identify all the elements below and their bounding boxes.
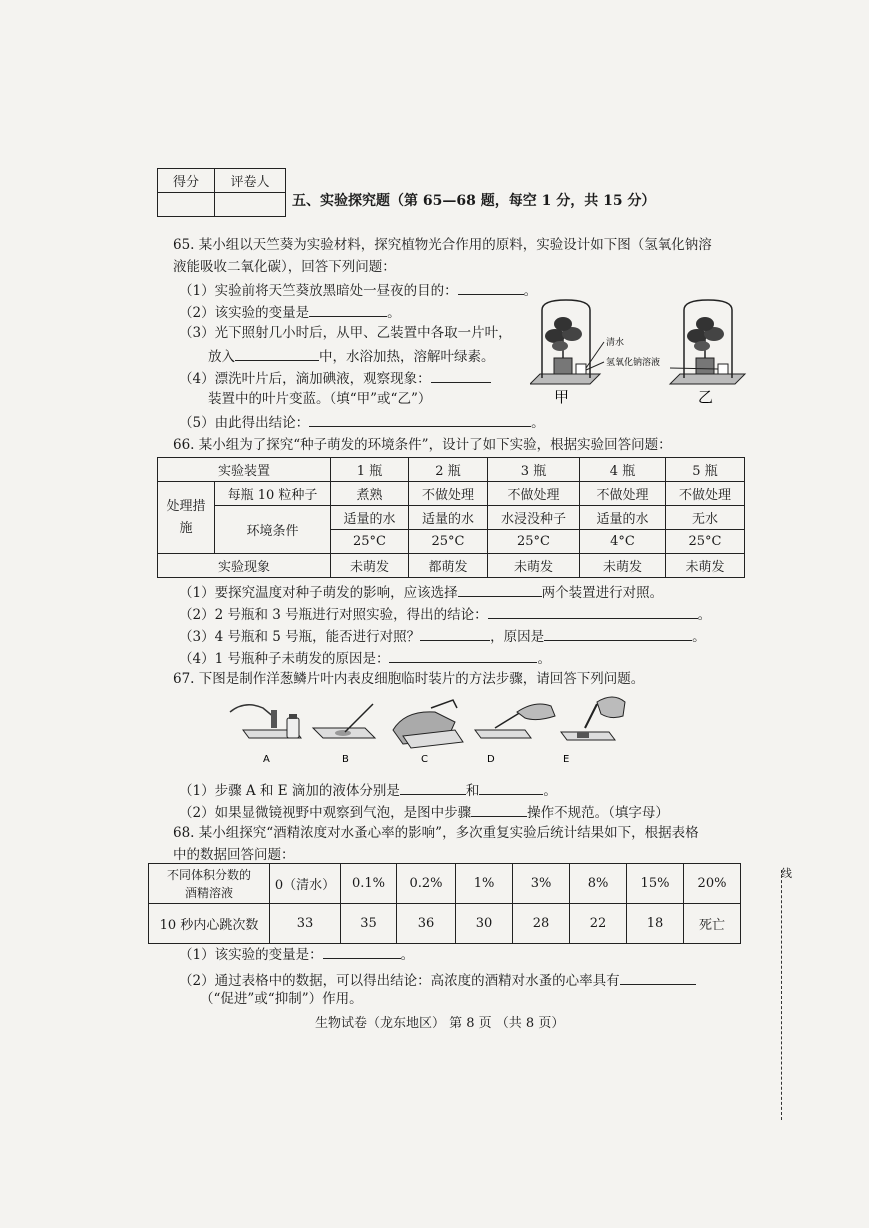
grader-header: 评卷人 — [215, 169, 286, 193]
q68-part-1 — [179, 944, 414, 964]
q65-p5-text: （5）由此得出结论： — [179, 415, 310, 431]
q68-beats: 36 — [397, 904, 456, 944]
q66-blank-2[interactable] — [488, 604, 698, 619]
period: 。 — [537, 651, 551, 667]
q67-blank-2[interactable] — [479, 780, 543, 795]
q65-stem-1: 65. 某小组以天竺葵为实验材料，探究植物光合作用的原料，实验设计如下图（氢氧化钠溶 — [173, 237, 712, 253]
q66-cell: 不做处理 — [488, 482, 580, 506]
jar-jia-illustration — [530, 300, 604, 384]
q65-part-3a: （3）光下照射几小时后，从甲、乙装置中各取一片叶， — [179, 325, 512, 341]
q66-cell: 适量的水 — [580, 506, 666, 530]
period: 。 — [543, 783, 557, 799]
q65-part-1 — [179, 280, 537, 300]
q68-h-beats: 10 秒内心跳次数 — [149, 904, 270, 944]
binding-mark: 线 — [781, 867, 792, 880]
q66-cell: 不做处理 — [409, 482, 488, 506]
step-label: B — [342, 754, 349, 765]
period: 。 — [523, 283, 538, 299]
period: 。 — [531, 415, 545, 431]
q66-p1-post: 两个装置进行对照。 — [541, 585, 664, 601]
q66-h-env: 环境条件 — [215, 506, 331, 554]
q66-bottle: 4 瓶 — [580, 458, 666, 482]
slide-steps-figure — [225, 690, 635, 770]
q66-cell: 未萌发 — [331, 554, 409, 578]
q66-part-2 — [179, 604, 711, 624]
q66-table — [157, 457, 745, 578]
q67-stem: 67. 下图是制作洋葱鳞片叶内表皮细胞临时装片的方法步骤，请回答下列问题。 — [173, 671, 645, 687]
q66-cell: 未萌发 — [488, 554, 580, 578]
q68-beats: 30 — [456, 904, 513, 944]
q68-stem-2: 中的数据回答问题： — [173, 847, 295, 863]
q66-cell: 水浸没种子 — [488, 506, 580, 530]
q66-blank-5[interactable] — [389, 648, 537, 663]
score-cell[interactable] — [158, 193, 215, 217]
label-naoh: 氢氧化钠溶液 — [606, 358, 661, 368]
q66-bottle: 1 瓶 — [331, 458, 409, 482]
q68-stem-1: 68. 某小组探究“酒精浓度对水蚤心率的影响”，多次重复实验后统计结果如下，根据表格 — [173, 825, 699, 841]
q65-part-3b — [208, 346, 495, 366]
q66-blank-3[interactable] — [420, 626, 490, 641]
q68-conc: 15% — [627, 864, 684, 904]
q66-cell: 未萌发 — [666, 554, 745, 578]
q68-h-conc-2: 酒精溶液 — [184, 885, 233, 900]
jar-yi-illustration — [670, 300, 745, 384]
q67-blank-1[interactable] — [400, 780, 466, 795]
q68-conc: 8% — [570, 864, 627, 904]
q65-stem-2: 液能吸收二氧化碳），回答下列问题： — [173, 259, 396, 275]
q65-p1-text: （1）实验前将天竺葵放黑暗处一昼夜的目的： — [179, 283, 458, 299]
q67-part-2 — [179, 802, 669, 822]
q68-beats: 33 — [270, 904, 341, 944]
q65-p3b-post: 中，水浴加热，溶解叶绿素。 — [319, 349, 495, 365]
step-c-illustration — [393, 700, 463, 748]
q66-bottle: 2 瓶 — [409, 458, 488, 482]
period: 。 — [400, 947, 415, 963]
label-yi: 乙 — [698, 388, 714, 406]
q66-cell: 无水 — [666, 506, 745, 530]
q65-blank-2[interactable] — [309, 302, 387, 317]
page-footer: 生物试卷（龙东地区） 第 8 页 （共 8 页） — [315, 1016, 565, 1031]
q68-conc: 0.2% — [397, 864, 456, 904]
q65-p4a-text: （4）漂洗叶片后，滴加碘液，观察现象： — [179, 371, 431, 387]
q66-stem: 66. 某小组为了探究“种子萌发的环境条件”，设计了如下实验，根据实验回答问题： — [173, 437, 672, 453]
q66-cell: 25°C — [488, 530, 580, 554]
q67-p2-post: 操作不规范。（填字母） — [527, 805, 669, 821]
q68-table — [148, 863, 741, 944]
step-a-illustration — [230, 705, 301, 738]
q67-blank-3[interactable] — [471, 802, 527, 817]
q66-cell: 25°C — [666, 530, 745, 554]
q66-blank-4[interactable] — [544, 626, 692, 641]
step-b-illustration — [313, 704, 375, 738]
q66-h-result: 实验现象 — [158, 554, 331, 578]
q65-part-4b: 装置中的叶片变蓝。（填“甲”或“乙”） — [208, 391, 432, 407]
step-label: E — [563, 754, 570, 765]
period: 。 — [692, 629, 706, 645]
q66-p3-pre: （3）4 号瓶和 5 号瓶，能否进行对照？ — [179, 629, 421, 645]
q68-p2-text: （2）通过表格中的数据，可以得出结论：高浓度的酒精对水蚤的心率具有 — [179, 973, 620, 989]
q66-p1-pre: （1）要探究温度对种子萌发的影响，应该选择 — [179, 585, 458, 601]
q66-cell: 都萌发 — [409, 554, 488, 578]
score-header: 得分 — [158, 169, 215, 193]
q67-p2-pre: （2）如果显微镜视野中观察到气泡，是图中步骤 — [179, 805, 472, 821]
q66-h-seeds: 每瓶 10 粒种子 — [215, 482, 331, 506]
q68-beats: 28 — [513, 904, 570, 944]
q66-cell: 不做处理 — [666, 482, 745, 506]
q65-blank-3[interactable] — [235, 346, 319, 361]
q66-cell: 适量的水 — [331, 506, 409, 530]
score-table — [157, 168, 286, 217]
q68-p1-text: （1）该实验的变量是： — [179, 947, 323, 963]
q68-beats: 35 — [341, 904, 397, 944]
q68-blank-1[interactable] — [323, 944, 401, 959]
q66-h-measure: 处理措施 — [158, 482, 215, 554]
q66-bottle: 5 瓶 — [666, 458, 745, 482]
period: 。 — [387, 305, 401, 321]
q66-part-1 — [179, 582, 663, 602]
q68-conc: 20% — [684, 864, 741, 904]
q66-part-4 — [179, 648, 551, 668]
step-label: C — [421, 754, 428, 765]
q68-part-2 — [179, 970, 696, 990]
q68-h-conc — [149, 864, 270, 904]
q66-cell: 25°C — [331, 530, 409, 554]
q66-cell: 不做处理 — [580, 482, 666, 506]
q65-p3b-pre: 放入 — [208, 349, 235, 365]
label-jia: 甲 — [554, 388, 570, 406]
q66-cell: 4°C — [580, 530, 666, 554]
q65-p2-text: （2）该实验的变量是 — [179, 305, 310, 321]
label-water: 清水 — [606, 338, 625, 348]
grader-cell[interactable] — [215, 193, 286, 217]
q68-conc: 3% — [513, 864, 570, 904]
section-title: 五、实验探究题（第 65—68 题，每空 1 分，共 15 分） — [292, 193, 656, 209]
q66-cell: 适量的水 — [409, 506, 488, 530]
q65-blank-4[interactable] — [431, 368, 491, 383]
q65-blank-1[interactable] — [458, 280, 524, 295]
binding-line — [781, 870, 782, 1120]
q66-cell: 煮熟 — [331, 482, 409, 506]
q67-p1-pre: （1）步骤 A 和 E 滴加的液体分别是 — [179, 783, 400, 799]
step-e-illustration — [561, 697, 625, 740]
q67-part-1 — [179, 780, 557, 800]
q65-part-4a — [179, 368, 491, 388]
q66-part-3 — [179, 626, 706, 646]
step-label: A — [263, 754, 270, 765]
q68-part-2b: （“促进”或“抑制”）作用。 — [200, 991, 363, 1007]
step-label: D — [487, 754, 495, 765]
q66-p3-mid: ，原因是 — [490, 629, 545, 645]
q66-p2-text: （2）2 号瓶和 3 号瓶进行对照实验，得出的结论： — [179, 607, 488, 623]
q66-p4-text: （4）1 号瓶种子未萌发的原因是： — [179, 651, 390, 667]
q68-beats: 死亡 — [684, 904, 741, 944]
q68-h-conc-1: 不同体积分数的 — [166, 867, 251, 882]
q68-blank-2[interactable] — [620, 970, 696, 985]
q66-cell: 25°C — [409, 530, 488, 554]
q68-beats: 18 — [627, 904, 684, 944]
q68-beats: 22 — [570, 904, 627, 944]
q65-part-2 — [179, 302, 401, 322]
q68-conc: 1% — [456, 864, 513, 904]
q65-blank-5[interactable] — [309, 412, 531, 427]
q66-bottle: 3 瓶 — [488, 458, 580, 482]
q65-part-5 — [179, 412, 545, 432]
bell-jar-figure — [530, 298, 755, 408]
step-d-illustration — [475, 704, 555, 738]
q66-blank-1[interactable] — [458, 582, 542, 597]
q67-p1-mid: 和 — [465, 783, 480, 799]
q66-cell: 未萌发 — [580, 554, 666, 578]
period: 。 — [697, 607, 712, 623]
q66-h-device: 实验装置 — [158, 458, 331, 482]
q68-conc: 0.1% — [341, 864, 397, 904]
q68-conc: 0（清水） — [270, 864, 341, 904]
